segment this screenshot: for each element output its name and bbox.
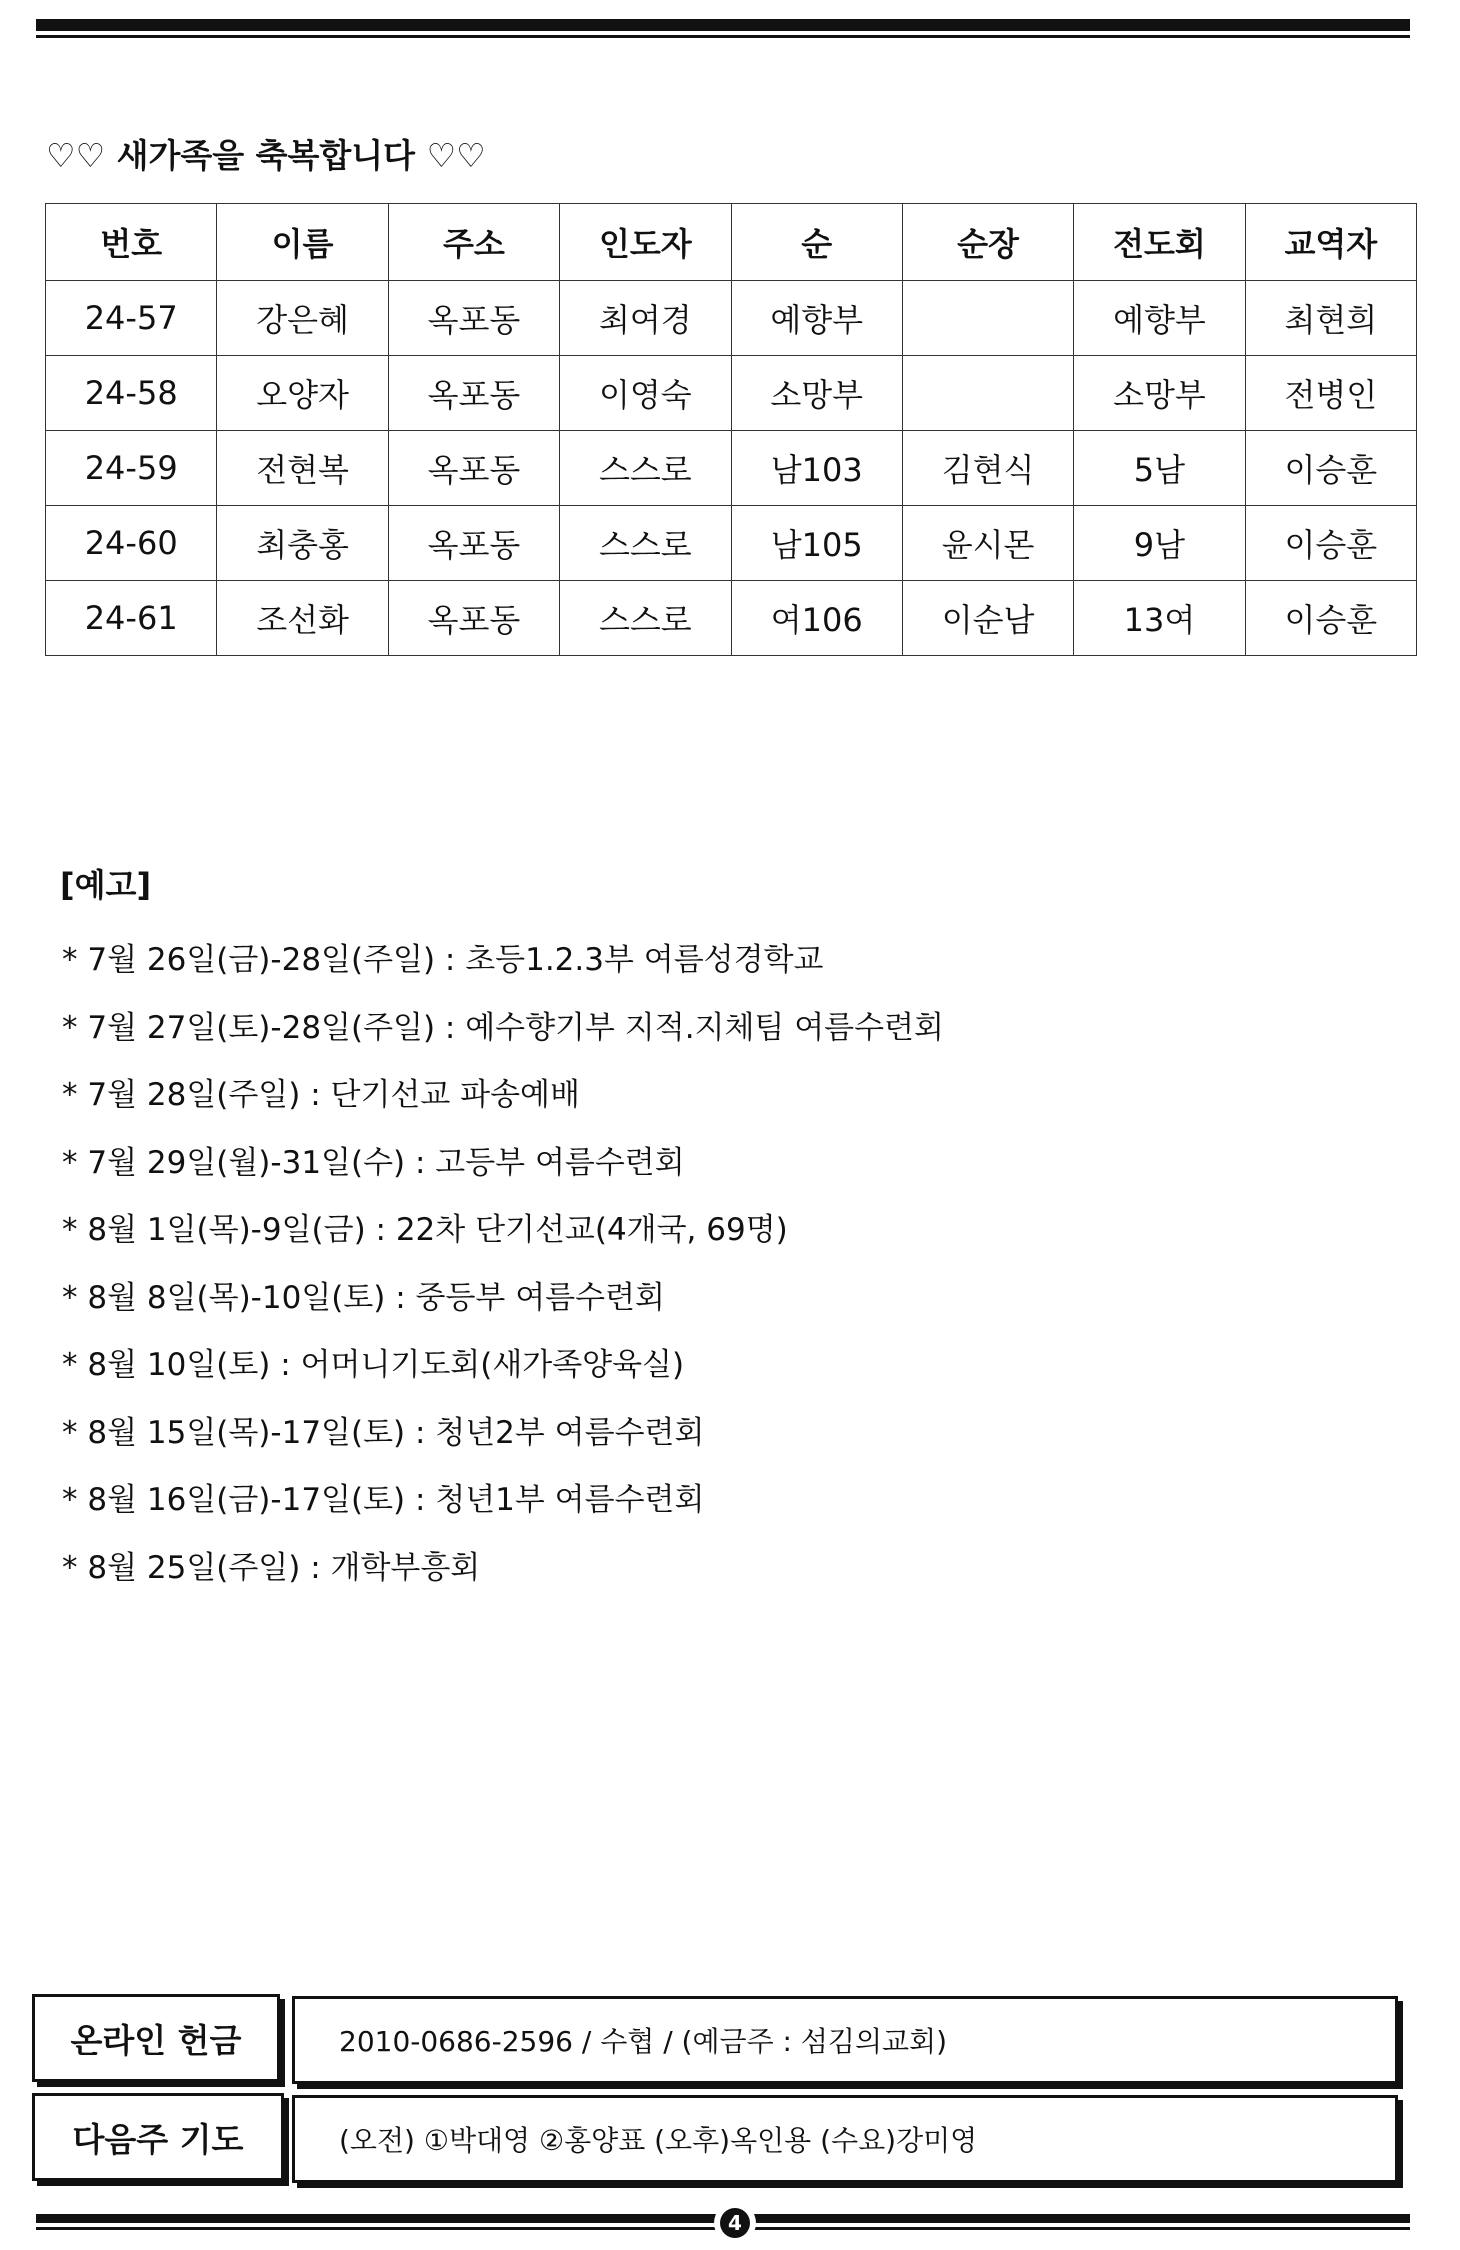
table-cell: 소망부 xyxy=(731,356,902,431)
table-cell: 최현희 xyxy=(1245,281,1416,356)
table-cell: 오양자 xyxy=(217,356,388,431)
table-cell: 소망부 xyxy=(1074,356,1245,431)
column-header: 교역자 xyxy=(1245,204,1416,281)
list-item: * 8월 15일(목)-17일(토) : 청년2부 여름수련회 xyxy=(62,1414,705,1451)
table-row xyxy=(46,506,1417,581)
table-cell: 전병인 xyxy=(1245,356,1416,431)
column-header: 순장 xyxy=(902,204,1073,281)
table-cell: 이승훈 xyxy=(1245,431,1416,506)
table-cell: 예향부 xyxy=(731,281,902,356)
list-item: * 7월 27일(토)-28일(주일) : 예수향기부 지적.지체팀 여름수련회 xyxy=(62,1009,944,1046)
hearts-left: ♡♡ xyxy=(46,136,106,175)
table-row xyxy=(46,281,1417,356)
section-title xyxy=(46,130,486,177)
table-cell: 옥포동 xyxy=(388,431,559,506)
list-item: * 7월 29일(월)-31일(수) : 고등부 여름수련회 xyxy=(62,1144,685,1181)
table-cell: 강은혜 xyxy=(217,281,388,356)
online-offering-label: 온라인 헌금 xyxy=(32,1994,280,2082)
list-item: * 7월 28일(주일) : 단기선교 파송예배 xyxy=(62,1077,580,1113)
table-cell: 24-57 xyxy=(46,281,217,356)
table-cell: 옥포동 xyxy=(388,356,559,431)
table-cell: 윤시몬 xyxy=(902,506,1073,581)
table-cell: 최여경 xyxy=(560,281,731,356)
list-item: * 8월 10일(토) : 어머니기도회(새가족양육실) xyxy=(62,1347,685,1383)
bottom-rule xyxy=(36,2208,1410,2234)
next-prayer-value: (오전) ①박대영 ②홍양표 (오후)옥인용 (수요)강미영 xyxy=(292,2095,1398,2183)
top-rule xyxy=(36,19,1410,38)
table-cell: 24-61 xyxy=(46,581,217,656)
table-cell: 9남 xyxy=(1074,506,1245,581)
table-cell: 남105 xyxy=(731,506,902,581)
list-item: * 8월 16일(금)-17일(토) : 청년1부 여름수련회 xyxy=(62,1482,705,1518)
table-cell: 김현식 xyxy=(902,431,1073,506)
table-cell: 조선화 xyxy=(217,581,388,656)
notice-heading: [예고] xyxy=(60,866,152,904)
section-title-text: 새가족을 축복합니다 xyxy=(116,136,416,175)
table-cell: 예향부 xyxy=(1074,281,1245,356)
column-header: 전도회 xyxy=(1074,204,1245,281)
column-header: 번호 xyxy=(46,204,217,281)
online-offering-value: 2010-0686-2596 / 수협 / (예금주 : 섬김의교회) xyxy=(292,1996,1398,2084)
table-cell: 전현복 xyxy=(217,431,388,506)
table-cell: 여106 xyxy=(731,581,902,656)
table-cell: 스스로 xyxy=(560,581,731,656)
table-cell: 이영숙 xyxy=(560,356,731,431)
table-row xyxy=(46,356,1417,431)
next-prayer-label: 다음주 기도 xyxy=(32,2093,284,2181)
list-item: * 8월 8일(목)-10일(토) : 중등부 여름수련회 xyxy=(62,1279,665,1316)
column-header: 순 xyxy=(731,204,902,281)
table-cell: 5남 xyxy=(1074,431,1245,506)
table-cell: 최충홍 xyxy=(217,506,388,581)
table-cell: 옥포동 xyxy=(388,281,559,356)
column-header: 인도자 xyxy=(560,204,731,281)
table-cell: 이승훈 xyxy=(1245,506,1416,581)
table-cell: 옥포동 xyxy=(388,581,559,656)
list-item: * 8월 25일(주일) : 개학부흥회 xyxy=(62,1549,481,1586)
column-header: 주소 xyxy=(388,204,559,281)
table-cell xyxy=(902,281,1073,356)
table-cell xyxy=(902,356,1073,431)
table-cell: 스스로 xyxy=(560,506,731,581)
page-number: 4 xyxy=(720,2208,750,2238)
table-cell: 24-58 xyxy=(46,356,217,431)
table-cell: 옥포동 xyxy=(388,506,559,581)
table-row xyxy=(46,581,1417,656)
table-cell: 24-59 xyxy=(46,431,217,506)
table-header-row xyxy=(46,204,1417,281)
list-item: * 8월 1일(목)-9일(금) : 22차 단기선교(4개국, 69명) xyxy=(62,1212,788,1248)
list-item: * 7월 26일(금)-28일(주일) : 초등1.2.3부 여름성경학교 xyxy=(62,942,824,978)
table-cell: 이승훈 xyxy=(1245,581,1416,656)
table-cell: 스스로 xyxy=(560,431,731,506)
table-cell: 24-60 xyxy=(46,506,217,581)
notice-list xyxy=(62,940,944,1615)
table-row xyxy=(46,431,1417,506)
column-header: 이름 xyxy=(217,204,388,281)
hearts-right: ♡♡ xyxy=(426,136,486,175)
table-cell: 이순남 xyxy=(902,581,1073,656)
table-cell: 남103 xyxy=(731,431,902,506)
table-cell: 13여 xyxy=(1074,581,1245,656)
new-members-table xyxy=(45,203,1417,656)
